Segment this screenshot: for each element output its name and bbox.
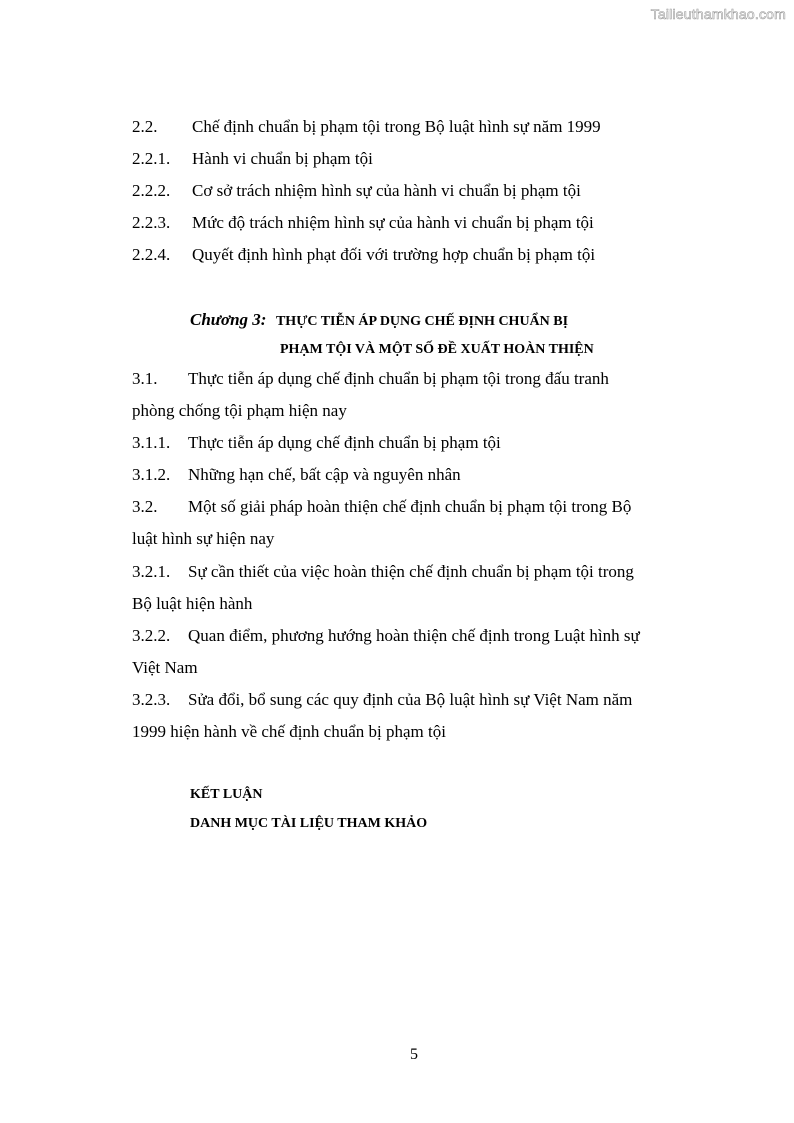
toc-text-continuation: 1999 hiện hành về chế định chuẩn bị phạm tội	[132, 722, 446, 741]
toc-text: Sự cần thiết của việc hoàn thiện chế định chuẩn bị phạm tội trong	[188, 562, 634, 581]
toc-number: 3.1.	[132, 369, 158, 388]
conclusion-heading: KẾT LUẬN	[190, 787, 263, 802]
toc-number: 3.2.1.	[132, 562, 171, 581]
toc-text: Thực tiễn áp dụng chế định chuẩn bị phạm tội trong đấu tranh	[188, 369, 609, 388]
toc-item-3-2-3-cont	[132, 722, 446, 742]
toc-text: Những hạn chế, bất cập và nguyên nhân	[188, 465, 461, 484]
references-heading: DANH MỤC TÀI LIỆU THAM KHẢO	[190, 816, 428, 831]
toc-item-3-1	[132, 369, 609, 389]
chapter-heading-line2	[280, 342, 594, 358]
toc-text: Sửa đổi, bổ sung các quy định của Bộ luật hình sự Việt Nam năm	[188, 690, 633, 709]
toc-number: 3.1.2.	[132, 465, 171, 484]
toc-text-continuation: luật hình sự hiện nay	[132, 529, 275, 548]
toc-item-3-1-cont	[132, 401, 347, 421]
toc-item-3-2	[132, 497, 631, 517]
watermark: Tailieuthamkhao.com	[650, 6, 786, 22]
toc-number: 3.2.	[132, 497, 158, 516]
toc-text: Một số giải pháp hoàn thiện chế định chuẩn bị phạm tội trong Bộ	[188, 497, 632, 516]
toc-item-3-2-3	[132, 690, 632, 710]
toc-item-3-2-2-cont	[132, 658, 198, 678]
toc-item-3-2-1-cont	[132, 594, 252, 614]
toc-number: 2.2.4.	[132, 245, 171, 264]
toc-text: Chế định chuẩn bị phạm tội trong Bộ luật hình sự năm 1999	[192, 117, 601, 136]
chapter-title-line2: PHẠM TỘI VÀ MỘT SỐ ĐỀ XUẤT HOÀN THIỆN	[280, 342, 594, 357]
toc-number: 2.2.2.	[132, 181, 171, 200]
toc-text-continuation: Việt Nam	[132, 658, 198, 677]
toc-text: Thực tiễn áp dụng chế định chuẩn bị phạm tội	[188, 433, 501, 452]
toc-item-3-1-2	[132, 465, 461, 485]
toc-item-3-1-1	[132, 433, 501, 453]
toc-item-3-2-cont	[132, 529, 274, 549]
page-number: 5	[410, 1046, 418, 1063]
toc-number: 2.2.1.	[132, 149, 171, 168]
chapter-label: Chương 3:	[190, 310, 267, 329]
toc-text: Quan điểm, phương hướng hoàn thiện chế định trong Luật hình sự	[188, 626, 640, 645]
toc-number: 2.2.3.	[132, 213, 171, 232]
toc-text: Cơ sở trách nhiệm hình sự của hành vi chuẩn bị phạm tội	[192, 181, 581, 200]
toc-item-2-2-4	[132, 245, 595, 265]
toc-item-3-2-1	[132, 562, 634, 582]
chapter-heading-line1	[190, 310, 568, 330]
chapter-title-line1: THỰC TIỄN ÁP DỤNG CHẾ ĐỊNH CHUẨN BỊ	[275, 314, 569, 329]
toc-number: 2.2.	[132, 117, 158, 136]
toc-number: 3.2.3.	[132, 690, 171, 709]
toc-text: Quyết định hình phạt đối với trường hợp chuẩn bị phạm tội	[192, 245, 596, 264]
toc-text: Mức độ trách nhiệm hình sự của hành vi chuẩn bị phạm tội	[192, 213, 594, 232]
toc-text: Hành vi chuẩn bị phạm tội	[192, 149, 373, 168]
toc-item-2-2-2	[132, 181, 581, 201]
toc-number: 3.2.2.	[132, 626, 171, 645]
toc-text-continuation: phòng chống tội phạm hiện nay	[132, 401, 347, 420]
toc-text-continuation: Bộ luật hiện hành	[132, 594, 253, 613]
toc-item-2-2-1	[132, 149, 373, 169]
toc-item-3-2-2	[132, 626, 640, 646]
toc-item-2-2	[132, 117, 601, 137]
toc-number: 3.1.1.	[132, 433, 171, 452]
toc-item-2-2-3	[132, 213, 594, 233]
